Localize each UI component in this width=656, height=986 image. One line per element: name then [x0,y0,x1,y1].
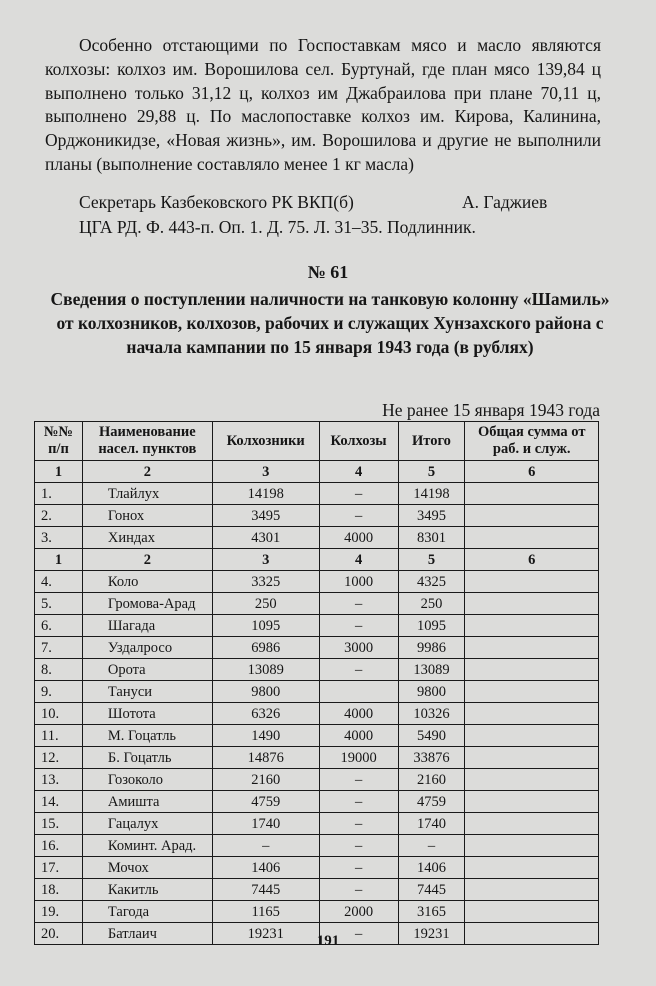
table-cell: 13. [35,769,83,791]
table-cell [465,791,599,813]
table-row [35,879,599,901]
body-paragraph [45,34,601,177]
table-cell: Тлайлух [82,483,212,505]
table-cell: М. Гоцатль [82,725,212,747]
table-cell: 4301 [212,527,319,549]
table-cell [465,901,599,923]
table-cell: 6326 [212,703,319,725]
table-cell: Гацалух [82,813,212,835]
column-number-cell: 3 [212,549,319,571]
table-cell: 19231 [398,923,465,945]
header-total: Итого [398,422,465,461]
table-cell: Гонох [82,505,212,527]
table-row [35,681,599,703]
column-number-cell: 2 [82,461,212,483]
table-row [35,813,599,835]
table-cell: 16. [35,835,83,857]
table-row [35,593,599,615]
column-number-cell: 3 [212,461,319,483]
column-number-row [35,461,599,483]
table-cell: 1490 [212,725,319,747]
table-cell: 1095 [212,615,319,637]
table-cell: 14198 [398,483,465,505]
header-num: №№ п/п [35,422,83,461]
table-cell: 2. [35,505,83,527]
table-cell: 14198 [212,483,319,505]
column-number-cell: 6 [465,461,599,483]
table-cell: 1406 [212,857,319,879]
table-cell: 6. [35,615,83,637]
table-row [35,747,599,769]
table-cell: 9800 [212,681,319,703]
table-cell: 12. [35,747,83,769]
table-cell: 250 [398,593,465,615]
table-cell [465,659,599,681]
table-cell: 3165 [398,901,465,923]
table-cell: – [319,857,398,879]
table-cell: 11. [35,725,83,747]
table-cell: Шагада [82,615,212,637]
table-cell: 2000 [319,901,398,923]
table-row [35,791,599,813]
table-cell: 1406 [398,857,465,879]
table-cell: 2160 [398,769,465,791]
table-cell [465,593,599,615]
table-cell: 3325 [212,571,319,593]
table-cell [465,747,599,769]
table-cell: 1095 [398,615,465,637]
table-cell [465,527,599,549]
table-cell: Коминт. Арад. [82,835,212,857]
table-cell [465,769,599,791]
table-cell: 19000 [319,747,398,769]
table-cell: Шотота [82,703,212,725]
table-cell: 2160 [212,769,319,791]
table-cell: Мочох [82,857,212,879]
table-cell: Гозоколо [82,769,212,791]
header-kolkhozniki: Колхозники [212,422,319,461]
table-cell: 7445 [398,879,465,901]
table-cell: 3. [35,527,83,549]
table-cell: 8. [35,659,83,681]
table-row [35,483,599,505]
table-cell: 18. [35,879,83,901]
column-number-row [35,549,599,571]
table-cell: Уздалросо [82,637,212,659]
table-cell: Какитль [82,879,212,901]
column-number-cell: 1 [35,461,83,483]
table-cell: 4759 [212,791,319,813]
table-cell: 19. [35,901,83,923]
table-cell: – [319,791,398,813]
table-cell: 7. [35,637,83,659]
table-cell: 14. [35,791,83,813]
table-cell: 5. [35,593,83,615]
table-cell: – [319,659,398,681]
table-cell: Тануси [82,681,212,703]
table-cell: 3495 [212,505,319,527]
table-cell [465,813,599,835]
table-cell: – [319,923,398,945]
document-number: № 61 [307,262,349,282]
table-cell: 9800 [398,681,465,703]
table-cell [465,879,599,901]
table-cell: 1165 [212,901,319,923]
table-cell: 4325 [398,571,465,593]
archive-reference: ЦГА РД. Ф. 443-п. Оп. 1. Д. 75. Л. 31–35. Подлинник. [79,217,476,237]
table-cell: 8301 [398,527,465,549]
table-cell: Б. Гоцатль [82,747,212,769]
table-cell: – [319,769,398,791]
table-cell: 4000 [319,527,398,549]
table-cell: Батлаич [82,923,212,945]
table-row [35,857,599,879]
header-workers-sum: Общая сумма от раб. и служ. [465,422,599,461]
table-row [35,725,599,747]
table-cell: 4759 [398,791,465,813]
table-cell [465,637,599,659]
column-number-cell: 1 [35,549,83,571]
table-cell: – [319,505,398,527]
table-cell: 1740 [212,813,319,835]
table-cell: Тагода [82,901,212,923]
table-cell: 17. [35,857,83,879]
table-cell: 33876 [398,747,465,769]
table-cell: 250 [212,593,319,615]
table-cell [465,615,599,637]
table-cell: – [319,835,398,857]
table-cell: 15. [35,813,83,835]
signature-line [79,192,609,213]
table-cell [465,483,599,505]
table-cell: 3000 [319,637,398,659]
table-cell [465,571,599,593]
header-kolkhozy: Колхозы [319,422,398,461]
date-note: Не ранее 15 января 1943 года [382,400,600,420]
table-cell: – [319,879,398,901]
table-cell: Громова-Арад [82,593,212,615]
table-cell: 10326 [398,703,465,725]
table-row [35,659,599,681]
table-cell [465,703,599,725]
table-row [35,505,599,527]
table-cell: – [398,835,465,857]
table-row [35,615,599,637]
table-row [35,571,599,593]
table-cell: – [212,835,319,857]
table-cell: 4. [35,571,83,593]
table-row [35,835,599,857]
table-cell: Коло [82,571,212,593]
table-cell: 14876 [212,747,319,769]
paragraph-text: Особенно отстающими по Госпоставкам мясо и масло являются колхозы: колхоз им. Ворошилова сел. Буртунай, где план мясо 139,84 ц выполнено только 31,12 ц, колхоз им Джабраилова при плане 70,11 ц, выполнено 29,88 ц. По маслопоставке колхоз им. Кирова, Калинина, Орджоникидзе, «Новая жизнь», им. Ворошилова и другие не выполнили планы (выполнение составляло менее 1 кг масла) [45,35,601,174]
header-settlement: Наименование насел. пунктов [82,422,212,461]
table-row [35,769,599,791]
table-cell [465,505,599,527]
table-cell [465,857,599,879]
column-number-cell: 4 [319,461,398,483]
table-cell: 6986 [212,637,319,659]
document-title: Сведения о поступлении наличности на танковую колонну «Шамиль» от колхозников, колхозов, рабочих и служащих Хунзахского района с начала кампании по 15 января 1943 года (в рублях) [50,289,610,357]
column-number-cell: 2 [82,549,212,571]
table-cell: 20. [35,923,83,945]
column-number-cell: 6 [465,549,599,571]
table-cell: 9986 [398,637,465,659]
table-cell [319,681,398,703]
table-cell: 4000 [319,725,398,747]
column-number-cell: 4 [319,549,398,571]
table-cell: Хиндах [82,527,212,549]
donations-table [34,421,599,945]
column-number-cell: 5 [398,461,465,483]
table-cell: 4000 [319,703,398,725]
signature-name: А. Гаджиев [462,192,548,212]
table-cell: – [319,593,398,615]
table-cell [465,681,599,703]
table-row [35,703,599,725]
table-cell: – [319,813,398,835]
signature-position: Секретарь Казбековского РК ВКП(б) [79,192,354,212]
table-cell: 7445 [212,879,319,901]
table-cell: 19231 [212,923,319,945]
page-number: 191 [316,933,340,949]
table-cell [465,725,599,747]
table-row [35,901,599,923]
table-header-row [35,422,599,461]
table-cell: 1000 [319,571,398,593]
table-cell: 3495 [398,505,465,527]
table-cell: Амишта [82,791,212,813]
table-cell: 1740 [398,813,465,835]
table-cell: Орота [82,659,212,681]
table-row [35,527,599,549]
table-cell: – [319,615,398,637]
table-cell: – [319,483,398,505]
table-cell: 5490 [398,725,465,747]
table-cell: 9. [35,681,83,703]
table-row [35,637,599,659]
table-cell: 1. [35,483,83,505]
column-number-cell: 5 [398,549,465,571]
table-cell: 10. [35,703,83,725]
table-cell [465,835,599,857]
table-cell: 13089 [398,659,465,681]
table-cell: 13089 [212,659,319,681]
